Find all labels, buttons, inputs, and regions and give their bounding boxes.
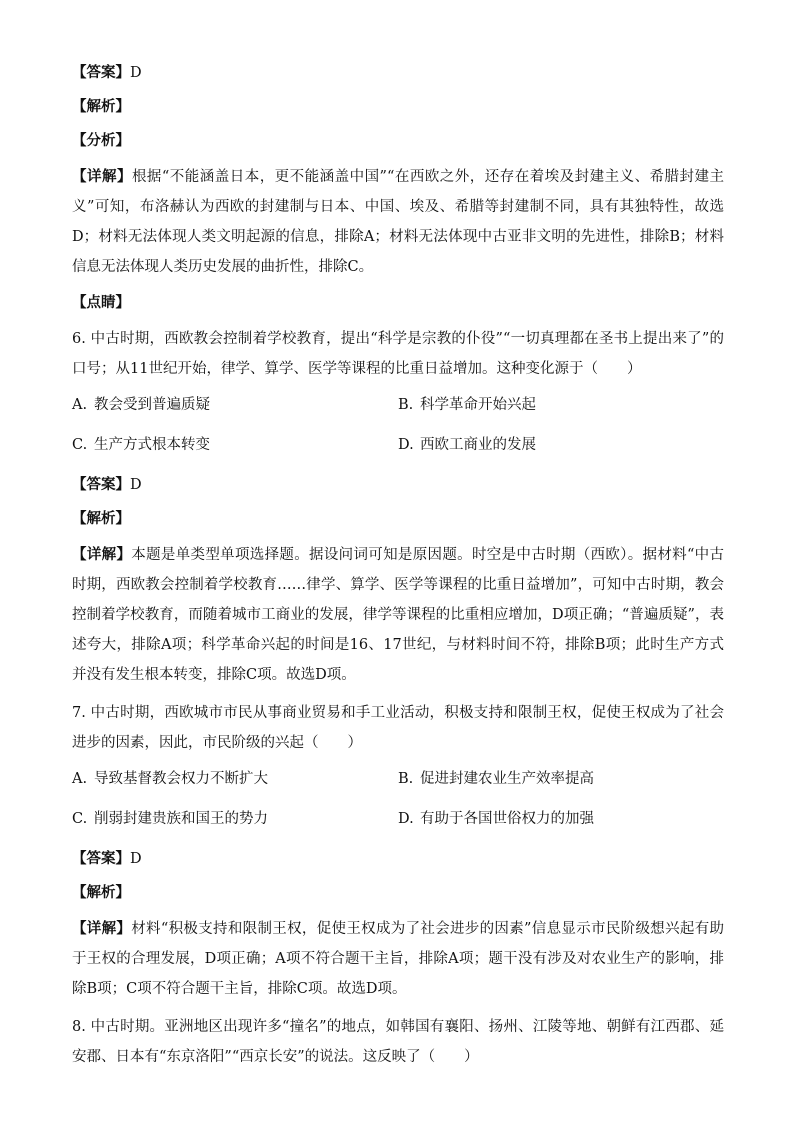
option-key: B. bbox=[398, 771, 414, 787]
explanation-paragraph bbox=[72, 914, 724, 1004]
question-7-options-row-2 bbox=[72, 806, 724, 832]
answer-line bbox=[72, 846, 724, 872]
question-6-options-row-2 bbox=[72, 432, 724, 458]
explanation-text: 本题是单类型单项选择题。据设问词可知是原因题。时空是中古时期（西欧）。据材料“中古时期，西欧教会控制着学校教育……律学、算学、医学等课程的比重日益增加”，可知中古时期，教会控制着学校教育，而随着城市工商业的发展，律学等课程的比重相应增加，D项正确；“普遍质疑”，表述夸大，排除A项；科学革命兴起的时间是16、17世纪，与材料时间不符，排除B项；此时生产方式并没有发生根本转变，排除C项。故选D项。 bbox=[72, 547, 724, 683]
answer-value: D bbox=[130, 851, 142, 867]
option-key: D. bbox=[398, 437, 414, 453]
option-key: C. bbox=[72, 811, 88, 827]
highlight-line bbox=[72, 290, 724, 316]
option-d bbox=[398, 806, 724, 832]
explanation-text: 根据“不能涵盖日本，更不能涵盖中国”“在西欧之外，还存在着埃及封建主义、希腊封建主义”可知，布洛赫认为西欧的封建制与日本、中国、埃及、希腊等封建制不同，具有其独特性，故选D；材料无法体现人类文明起源的信息，排除A；材料无法体现中古亚非文明的先进性，排除B；材料信息无法体现人类历史发展的曲折性，排除C。 bbox=[72, 169, 724, 275]
breakdown-tag: 【分析】 bbox=[72, 132, 130, 149]
answer-tag: 【答案】 bbox=[72, 850, 130, 867]
question-6: 6. 中古时期，西欧教会控制着学校教育，提出“科学是宗教的仆役”“一切真理都在圣书上提出来了”的口号；从11世纪开始，律学、算学、医学等课程的比重日益增加。这种变化源于（ ） bbox=[72, 331, 724, 377]
explanation-tag: 【详解】 bbox=[72, 920, 132, 937]
option-text: 教会受到普遍质疑 bbox=[94, 397, 210, 413]
option-text: 削弱封建贵族和国王的势力 bbox=[94, 811, 268, 827]
explanation-paragraph bbox=[72, 162, 724, 282]
analysis-line bbox=[72, 880, 724, 906]
answer-line bbox=[72, 60, 724, 86]
answer-line bbox=[72, 472, 724, 498]
question-7-options-row-1 bbox=[72, 766, 724, 792]
analysis-tag: 【解析】 bbox=[72, 510, 130, 527]
explanation-tag: 【详解】 bbox=[72, 546, 132, 563]
option-text: 促进封建农业生产效率提高 bbox=[420, 771, 594, 787]
question-7: 7. 中古时期，西欧城市市民从事商业贸易和手工业活动，积极支持和限制王权，促使王权成为了社会进步的因素，因此，市民阶级的兴起（ ） bbox=[72, 705, 724, 751]
answer-tag: 【答案】 bbox=[72, 476, 130, 493]
option-key: A. bbox=[72, 397, 88, 413]
option-text: 有助于各国世俗权力的加强 bbox=[420, 811, 594, 827]
analysis-line bbox=[72, 506, 724, 532]
option-d bbox=[398, 432, 724, 458]
option-text: 西欧工商业的发展 bbox=[420, 437, 536, 453]
option-c bbox=[72, 806, 398, 832]
explanation-text: 材料“积极支持和限制王权，促使王权成为了社会进步的因素”信息显示市民阶级想兴起有助于王权的合理发展，D项正确；A项不符合题干主旨，排除A项；题干没有涉及对农业生产的影响，排除B项；C项不符合题干主旨，排除C项。故选D项。 bbox=[72, 921, 725, 997]
option-text: 导致基督教会权力不断扩大 bbox=[94, 771, 268, 787]
explanation-tag: 【详解】 bbox=[72, 168, 132, 185]
option-text: 生产方式根本转变 bbox=[94, 437, 210, 453]
option-key: C. bbox=[72, 437, 88, 453]
option-c bbox=[72, 432, 398, 458]
document-page bbox=[72, 60, 724, 1080]
analysis-line bbox=[72, 94, 724, 120]
question-8: 8. 中古时期。亚洲地区出现许多“撞名”的地点，如韩国有襄阳、扬州、江陵等地、朝鲜有江西郡、延安郡、日本有“东京洛阳”“西京长安”的说法。这反映了（ ） bbox=[72, 1019, 724, 1065]
highlight-tag: 【点睛】 bbox=[72, 294, 130, 311]
explanation-paragraph bbox=[72, 540, 724, 690]
breakdown-line bbox=[72, 128, 724, 154]
option-key: D. bbox=[398, 811, 414, 827]
option-a bbox=[72, 766, 398, 792]
analysis-tag: 【解析】 bbox=[72, 98, 130, 115]
option-key: B. bbox=[398, 397, 414, 413]
option-a bbox=[72, 392, 398, 418]
option-b bbox=[398, 392, 724, 418]
question-6-options-row-1 bbox=[72, 392, 724, 418]
option-b bbox=[398, 766, 724, 792]
option-key: A. bbox=[72, 771, 88, 787]
answer-value: D bbox=[130, 477, 142, 493]
answer-value: D bbox=[130, 65, 142, 81]
answer-tag: 【答案】 bbox=[72, 64, 130, 81]
option-text: 科学革命开始兴起 bbox=[420, 397, 536, 413]
analysis-tag: 【解析】 bbox=[72, 884, 130, 901]
